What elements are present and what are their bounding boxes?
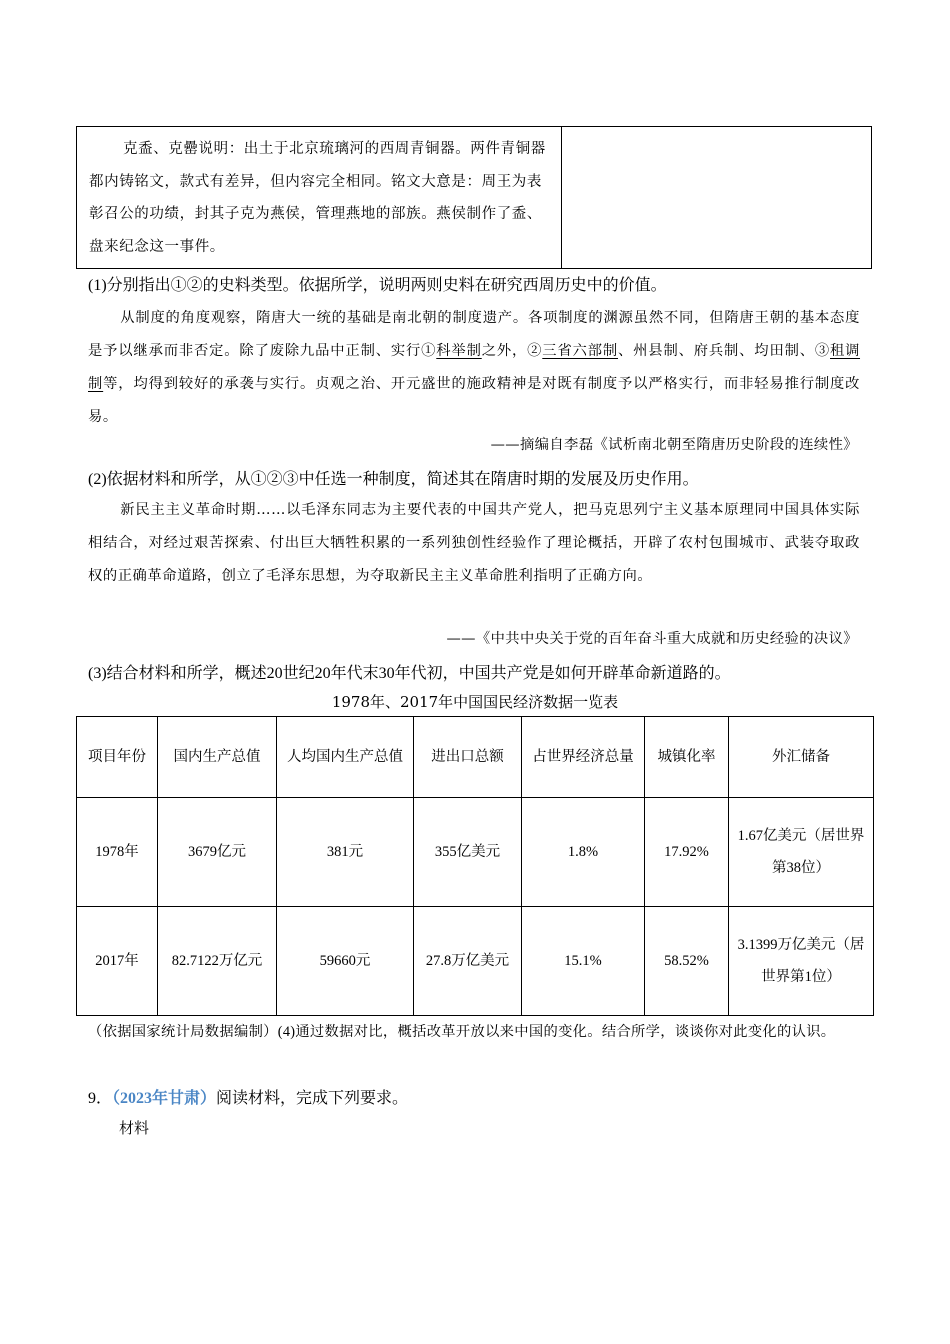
- source-table: [76, 126, 872, 269]
- passage-new-democratic: 新民主主义革命时期……以毛泽东同志为主要代表的中国共产党人，把马克思列宁主义基本原理同中国具体实际相结合，对经过艰苦探索、付出巨大牺牲积累的一系列独创性经验作了理论概括，开辟了农村包围城市、武装夺取政权的正确革命道路，创立了毛泽东思想，为夺取新民主主义革命胜利指明了正确方向。: [88, 502, 860, 584]
- question-2: (2)依据材料和所学，从①②③中任选一种制度，简述其在隋唐时期的发展及历史作用。: [88, 471, 699, 488]
- empty-source-cell: [562, 127, 871, 268]
- table-cell: 82.7122万亿元: [158, 907, 277, 1016]
- table-cell: 355亿美元: [414, 798, 522, 907]
- passage-sui-tang: 从制度的角度观察，隋唐大一统的基础是南北朝的制度遗产。各项制度的渊源虽然不同，但隋唐王朝的基本态度是予以继承而非否定。除了废除九品中正制、实行①科举制之外，②三省六部制、州县制、府兵制、均田制、③租调制等，均得到较好的承袭与实行。贞观之治、开元盛世的施政精神是对既有制度予以严格实行，而非轻易推行制度改易。: [88, 310, 861, 425]
- table-cell: 1.67亿美元（居世界第38位）: [729, 798, 874, 907]
- question-1: (1)分别指出①②的史料类型。依据所学，说明两则史料在研究西周历史中的价值。: [88, 277, 667, 294]
- citation-resolution: ——《中共中央关于党的百年奋斗重大成就和历史经验的决议》: [446, 631, 858, 647]
- question-9: 9．（2023年甘肃）阅读材料，完成下列要求。: [88, 1090, 409, 1107]
- underlined-keju: 科举制: [436, 343, 482, 359]
- table-title: 1978年、2017年中国国民经济数据一览表: [331, 693, 619, 711]
- header-cell: 项目年份: [77, 717, 158, 798]
- question-4: （依据国家统计局数据编制）(4)通过数据对比，概括改革开放以来中国的变化。结合所学，谈谈你对此变化的认识。: [88, 1024, 836, 1040]
- citation-li-lei: ——摘编自李磊《试析南北朝至隋唐历史阶段的连续性》: [490, 437, 858, 453]
- table-cell: 17.92%: [645, 798, 729, 907]
- header-cell: 国内生产总值: [158, 717, 277, 798]
- table-cell: 3.1399万亿美元（居世界第1位）: [729, 907, 874, 1016]
- economic-data-table: [76, 716, 874, 1016]
- table-row: [77, 798, 874, 907]
- table-cell: 15.1%: [522, 907, 645, 1016]
- header-cell: 城镇化率: [645, 717, 729, 798]
- question-3: (3)结合材料和所学，概述20世纪20年代末30年代初，中国共产党是如何开辟革命新道路的。: [88, 665, 731, 682]
- header-cell: 人均国内生产总值: [277, 717, 414, 798]
- question-source-tag: （2023年甘肃）: [112, 1090, 217, 1107]
- table-row: [77, 907, 874, 1016]
- table-cell: 27.8万亿美元: [414, 907, 522, 1016]
- header-cell: 外汇储备: [729, 717, 874, 798]
- table-cell: 2017年: [77, 907, 158, 1016]
- source-description: 克盉、克罍说明：出土于北京琉璃河的西周青铜器。两件青铜器都内铸铭文，款式有差异，但内容完全相同。铭文大意是：周王为表彰召公的功绩，封其子克为燕侯，管理燕地的部族。燕侯制作了盉、盘来纪念这一事件。: [89, 141, 546, 255]
- table-cell: 381元: [277, 798, 414, 907]
- table-cell: 59660元: [277, 907, 414, 1016]
- underlined-zudiao: 租调制: [88, 343, 861, 392]
- header-cell: 占世界经济总量: [522, 717, 645, 798]
- table-cell: 3679亿元: [158, 798, 277, 907]
- header-cell: 进出口总额: [414, 717, 522, 798]
- table-cell: 1.8%: [522, 798, 645, 907]
- table-cell: 58.52%: [645, 907, 729, 1016]
- table-cell: 1978年: [77, 798, 158, 907]
- table-header-row: [77, 717, 874, 798]
- source-description-cell: [77, 127, 562, 268]
- material-label: 材料: [119, 1119, 150, 1137]
- underlined-sansheng: 三省六部制: [542, 343, 619, 359]
